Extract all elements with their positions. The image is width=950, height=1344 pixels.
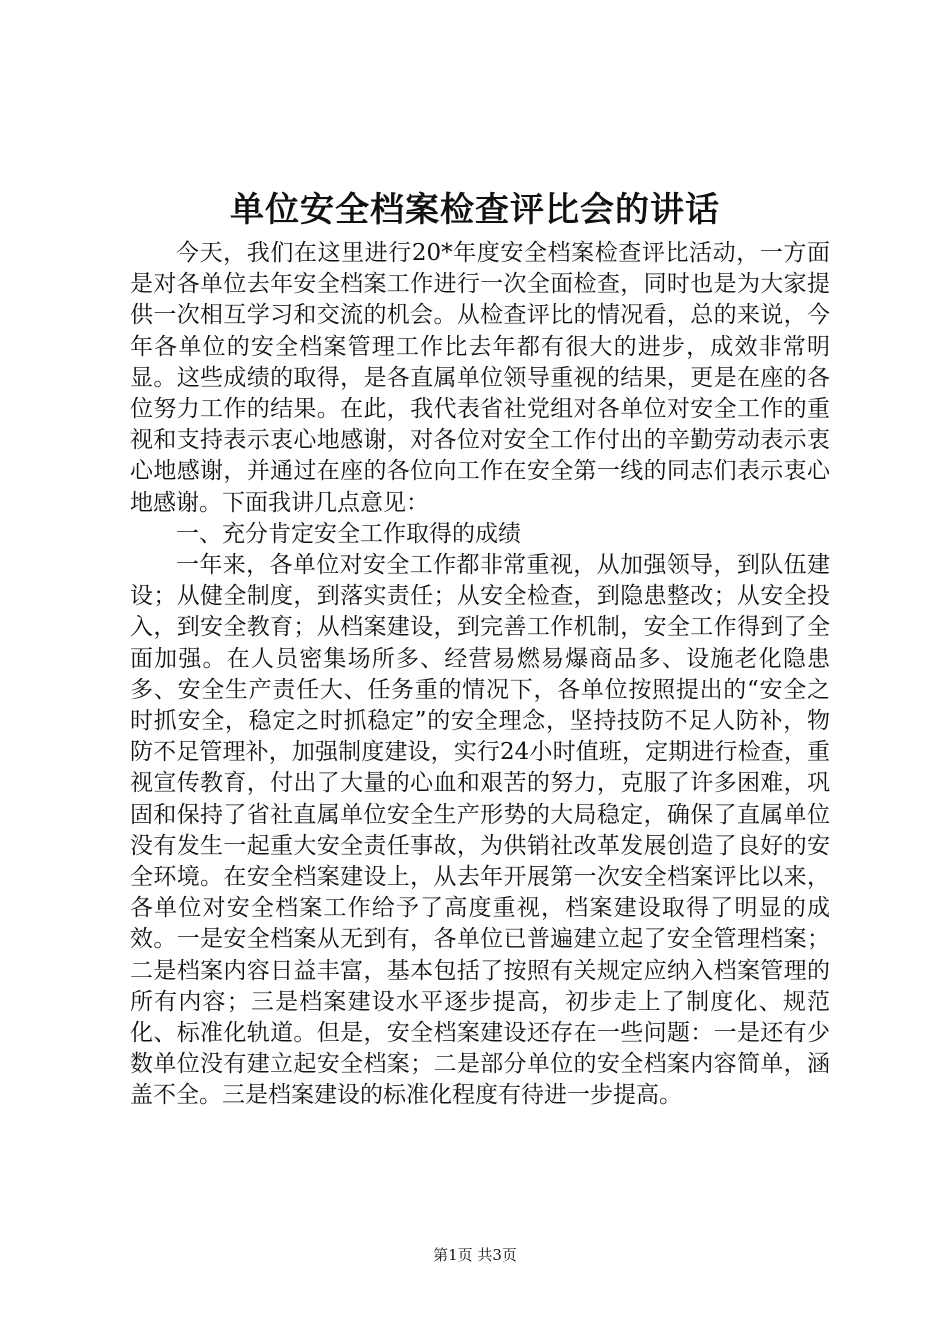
section-heading-1: 一、充分肯定安全工作取得的成绩 — [176, 520, 521, 547]
page-footer: 第1页 共3页 — [433, 1246, 517, 1264]
document-body — [130, 238, 830, 1112]
section-paragraph-1: 一年来，各单位对安全工作都非常重视，从加强领导，到队伍建设；从健全制度，到落实责任；从安全检查，到隐患整改；从安全投入，到安全教育；从档案建设，到完善工作机制，安全工作得到了全面加强。在人员密集场所多、经营易燃易爆商品多、设施老化隐患多、安全生产责任大、任务重的情况下，各单位按照提出的“安全之时抓安全，稳定之时抓稳定”的安全理念，坚持技防不足人防补，物防不足管理补，加强制度建设，实行24小时值班，定期进行检查，重视宣传教育，付出了大量的心血和艰苦的努力，克服了许多困难，巩固和保持了省社直属单位安全生产形势的大局稳定，确保了直属单位没有发生一起重大安全责任事故，为供销社改革发展创造了良好的安全环境。在安全档案建设上，从去年开展第一次安全档案评比以来，各单位对安全档案工作给予了高度重视，档案建设取得了明显的成效。一是安全档案从无到有，各单位已普遍建立起了安全管理档案；二是档案内容日益丰富，基本包括了按照有关规定应纳入档案管理的所有内容；三是档案建设水平逐步提高，初步走上了制度化、规范化、标准化轨道。但是，安全档案建设还存在一些问题：一是还有少数单位没有建立起安全档案；二是部分单位的安全档案内容简单，涵盖不全。三是档案建设的标准化程度有待进一步提高。 — [130, 552, 830, 1109]
intro-paragraph: 今天，我们在这里进行20*年度安全档案检查评比活动，一方面是对各单位去年安全档案工作进行一次全面检查，同时也是为大家提供一次相互学习和交流的机会。从检查评比的情况看，总的来说，今年各单位的安全档案管理工作比去年都有很大的进步，成效非常明显。这些成绩的取得，是各直属单位领导重视的结果，更是在座的各位努力工作的结果。在此，我代表省社党组对各单位对安全工作的重视和支持表示衷心地感谢，对各位对安全工作付出的辛勤劳动表示衷心地感谢，并通过在座的各位向工作在安全第一线的同志们表示衷心地感谢。下面我讲几点意见： — [130, 240, 830, 516]
document-title: 单位安全档案检查评比会的讲话 — [230, 190, 720, 230]
